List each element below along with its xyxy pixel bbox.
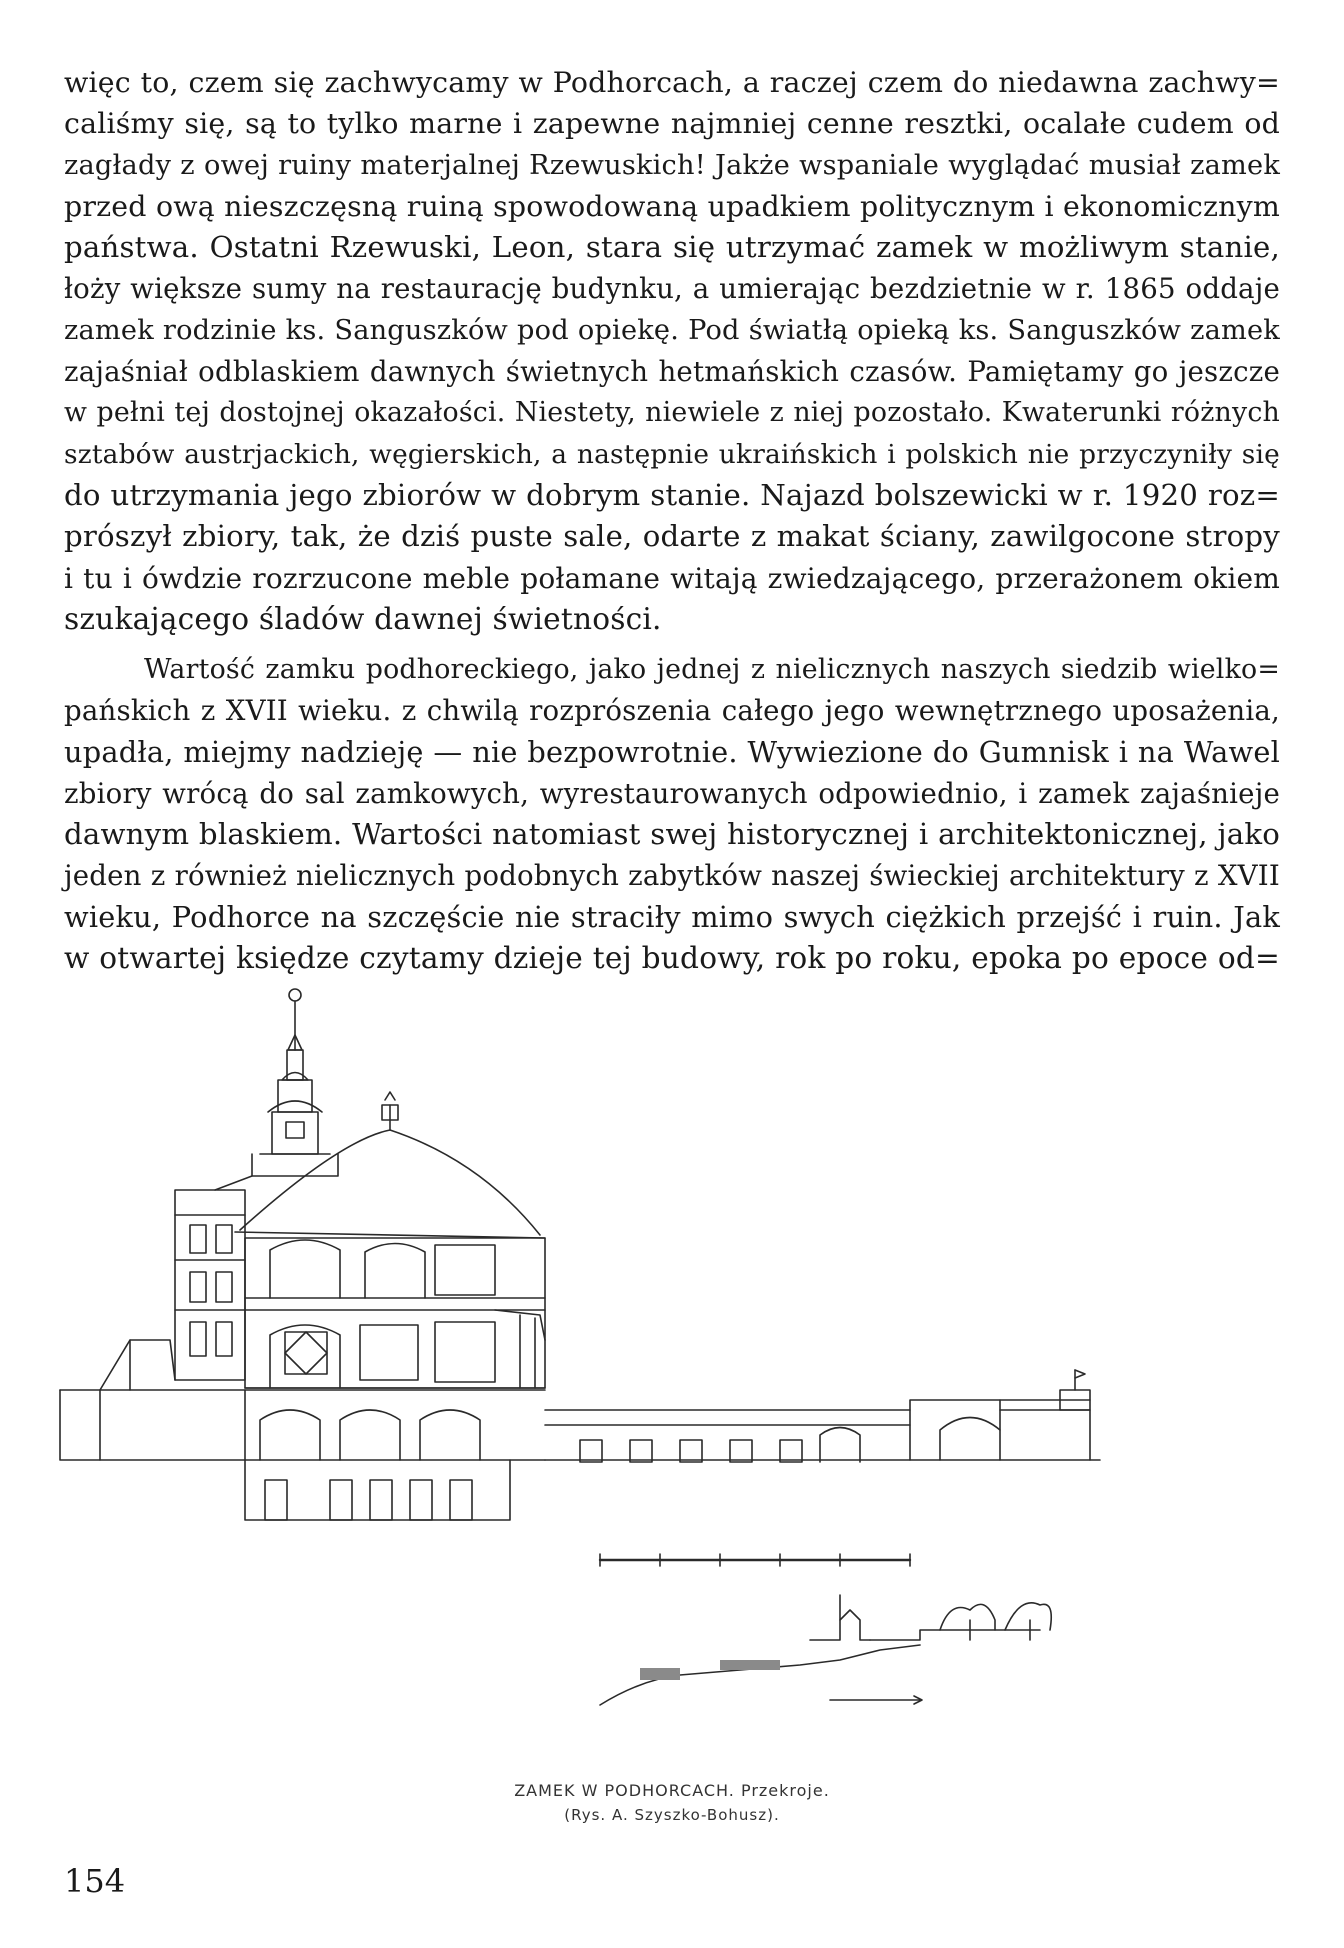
text-line: pańskich z XVII wieku. z chwilą rozprószenia całego jego wewnętrznego uposażenia, <box>64 694 1280 728</box>
text-line: łoży większe sumy na restaurację budynku, a umierając bezdzietnie w r. 1865 oddaje <box>64 272 1280 306</box>
main-roof <box>215 1092 545 1238</box>
figure-credit: (Rys. A. Szyszko-Bohusz). <box>564 1806 780 1824</box>
text-line: w otwartej księdze czytamy dzieje tej budowy, rok po roku, epoka po epoce od= <box>64 941 1280 976</box>
left-tower <box>175 1190 245 1380</box>
text-line: zamek rodzinie ks. Sanguszków pod opiekę. Pod światłą opieką ks. Sanguszków zamek <box>64 314 1280 346</box>
text-line: wieku, Podhorce na szczęście nie straciły mimo swych ciężkich przejść i ruin. Jak <box>64 899 1280 934</box>
scale-bar <box>600 1554 910 1566</box>
paragraph-2 <box>64 649 1280 979</box>
text-line: i tu i ówdzie rozrzucone meble połamane witają zwiedzającego, przerażonem okiem <box>64 561 1280 595</box>
figure-caption: ZAMEK W PODHORCACH. Przekroje. <box>514 1781 830 1800</box>
section-body <box>245 1238 545 1388</box>
text-line: w pełni tej dostojnej okazałości. Niestety, niewiele z niej pozostało. Kwaterunki różnych <box>64 397 1280 429</box>
text-line: zagłady z owej ruiny materjalnej Rzewuskich! Jakże wspaniale wyglądać musiał zamek <box>64 149 1280 181</box>
text-line: Wartość zamku podhoreckiego, jako jednej z nielicznych naszych siedzib wielko= <box>144 654 1280 685</box>
text-line: szukającego śladów dawnej świetności. <box>64 601 662 636</box>
text-line: upadła, miejmy nadzieję — nie bezpowrotnie. Wywiezione do Gumnisk i na Wawel <box>64 734 1280 769</box>
text-line: do utrzymania jego zbiorów w dobrym stanie. Najazd bolszewicki w r. 1920 roz= <box>64 477 1280 512</box>
text-line: prószył zbiory, tak, że dziś puste sale, odarte z makat ściany, zawilgocone stropy <box>64 519 1280 554</box>
long-wing <box>545 1370 1100 1462</box>
text-line: sztabów austrjackich, węgierskich, a następnie ukraińskich i polskich nie przyczyniły się <box>64 438 1280 470</box>
text-line: zbiory wrócą do sal zamkowych, wyrestaurowanych odpowiednio, i zamek zajaśnieje <box>64 776 1280 810</box>
text-line: dawnym blaskiem. Wartości natomiast swej historycznej i architektonicznej, jako <box>64 817 1280 852</box>
text-line: zajaśniał odblaskiem dawnych świetnych hetmańskich czasów. Pamiętamy go jeszcze <box>64 355 1280 389</box>
text-line: więc to, czem się zachwycamy w Podhorcach, a raczej czem do niedawna zachwy= <box>64 66 1280 99</box>
site-profile <box>600 1595 1051 1705</box>
castle-cross-section-drawing <box>40 980 1180 1780</box>
tower-spire <box>252 989 338 1176</box>
text-line: jeden z również nielicznych podobnych zabytków naszej świeckiej architektury z XVII <box>64 859 1280 893</box>
paragraph-1 <box>64 62 1280 640</box>
text-line: państwa. Ostatni Rzewuski, Leon, stara się utrzymać zamek w możliwym stanie, <box>64 230 1280 265</box>
text-line: przed ową nieszczęsną ruiną spowodowaną upadkiem politycznym i ekonomicznym <box>64 189 1280 223</box>
page-number: 154 <box>64 1862 126 1900</box>
cellars <box>60 1340 545 1520</box>
text-line: caliśmy się, są to tylko marne i zapewne najmniej cenne resztki, ocalałe cudem od <box>64 107 1280 141</box>
